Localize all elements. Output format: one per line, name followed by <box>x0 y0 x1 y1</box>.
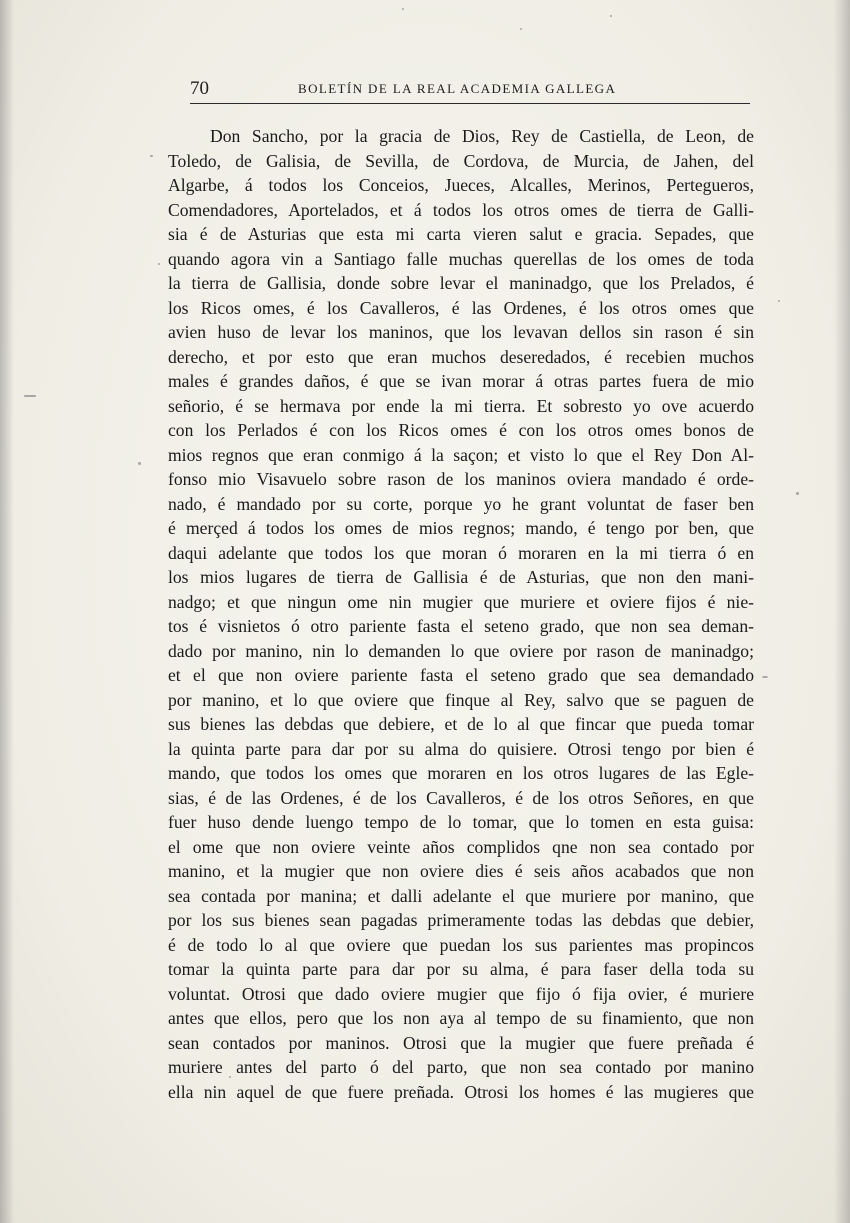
text-line: Comendadores, Aportelados, et á todos los otros omes de tierra de Galli- <box>168 199 754 220</box>
scan-speck <box>796 492 799 495</box>
scan-speck <box>778 300 780 302</box>
scan-speck <box>150 155 153 157</box>
text-line: males é grandes daños, é que se ivan morar á otras partes fuera de mio <box>168 371 754 391</box>
running-title: BOLETÍN DE LA REAL ACADEMIA GALLEGA <box>298 81 617 96</box>
scan-speck <box>138 462 141 465</box>
page-header <box>190 78 750 102</box>
text-line: Don Sancho, por la gracia de Dios, Rey de Castiella, de Leon, de <box>210 126 754 146</box>
text-line: sea contada por manina; et dalli adelante el que muriere por manino, que <box>168 885 754 906</box>
text-line: sias, é de las Ordenes, é de los Cavalleros, é de los otros Señores, en que <box>168 787 754 808</box>
text-line: el ome que non oviere veinte años complidos qne non sea contado por <box>168 836 754 857</box>
text-line: fonso mio Visavuelo sobre rason de los maninos oviera mandado é orde- <box>168 469 754 489</box>
text-line: et el que non oviere pariente fasta el seteno grado que sea demandado <box>168 665 754 685</box>
header-rule <box>190 103 750 104</box>
text-line: fuer huso dende luengo tempo de lo tomar, que lo tomen en esta guisa: <box>168 812 754 832</box>
text-line: por los sus bienes sean pagadas primeramente todas las debdas que debier, <box>168 910 754 930</box>
text-line: avien huso de levar los maninos, que los levavan dellos sin rason é sin <box>168 322 754 342</box>
text-line: los Ricos omes, é los Cavalleros, é las Ordenes, é los otros omes que <box>168 297 754 318</box>
text-line: dado por manino, nin lo demanden lo que oviere por rason de maninadgo; <box>168 640 754 661</box>
text-line: muriere antes del parto ó del parto, que non sea contado por manino <box>168 1057 754 1077</box>
text-line: la tierra de Gallisia, donde sobre levar el maninadgo, que los Prelados, é <box>168 273 754 293</box>
scan-speck <box>610 15 612 17</box>
text-line: Toledo, de Galisia, de Sevilla, de Cordova, de Murcia, de Jahen, del <box>168 150 754 171</box>
scan-shadow-right <box>834 0 850 1223</box>
text-line: sean contados por maninos. Otrosi que la mugier que fuere preñada é <box>168 1032 754 1053</box>
text-line: antes que ellos, pero que los non aya al tempo de su finamiento, que non <box>168 1008 754 1028</box>
text-line: manino, et la mugier que non oviere dies é seis años acabados que non <box>168 861 754 881</box>
text-line: tos é visnietos ó otro pariente fasta el seteno grado, que non sea deman- <box>168 616 754 636</box>
scan-speck <box>520 28 522 30</box>
scan-shadow-left <box>0 0 14 1223</box>
text-line: daqui adelante que todos los que moran ó moraren en la mi tierra ó en <box>168 542 754 563</box>
text-line: nado, é mandado por su corte, porque yo he grant voluntat de faser ben <box>168 493 754 514</box>
text-line: derecho, et por esto que eran muchos deseredados, é recebien muchos <box>168 346 754 367</box>
scan-speck <box>402 8 404 10</box>
text-line: sus bienes las debdas que debiere, et de lo al que fincar que pueda tomar <box>168 714 754 734</box>
text-line: con los Perlados é con los Ricos omes é con los otros omes bonos de <box>168 420 754 440</box>
text-line: mando, que todos los omes que moraren en los otros lugares de las Egle- <box>168 763 754 783</box>
text-line: la quinta parte para dar por su alma do quisiere. Otrosi tengo por bien é <box>168 738 754 759</box>
text-line: sia é de Asturias que esta mi carta vieren salut e gracia. Sepades, que <box>168 224 754 244</box>
body-text <box>168 124 754 1104</box>
text-line: señorio, é se hermava por ende la mi tierra. Et sobresto yo ove acuerdo <box>168 395 754 416</box>
text-line: mios regnos que eran conmigo á la saçon; et visto lo que el Rey Don Al- <box>168 444 754 465</box>
page-number: 70 <box>190 78 209 99</box>
text-line: é de todo lo al que oviere que puedan los sus parientes mas propincos <box>168 934 754 955</box>
text-line: nadgo; et que ningun ome nin mugier que muriere et oviere fijos é nie- <box>168 591 754 612</box>
scan-speck <box>24 395 36 397</box>
scan-speck <box>158 263 160 265</box>
text-line: quando agora vin a Santiago falle muchas querellas de los omes de toda <box>168 248 754 269</box>
text-line: Algarbe, á todos los Conceios, Jueces, Alcalles, Merinos, Pertegueros, <box>168 175 754 195</box>
text-line: por manino, et lo que oviere que finque al Rey, salvo que se paguen de <box>168 689 754 710</box>
text-line: tomar la quinta parte para dar por su alma, é para faser della toda su <box>168 959 754 979</box>
scan-speck <box>762 676 768 678</box>
text-line: los mios lugares de tierra de Gallisia é de Asturias, que non den mani- <box>168 567 754 587</box>
text-line: é merçed á todos los omes de mios regnos; mando, é tengo por ben, que <box>168 518 754 538</box>
text-line: ella nin aquel de que fuere preñada. Otrosi los homes é las mugieres que <box>168 1081 754 1102</box>
text-line: voluntat. Otrosi que dado oviere mugier que fijo ó fija ovier, é muriere <box>168 983 754 1004</box>
